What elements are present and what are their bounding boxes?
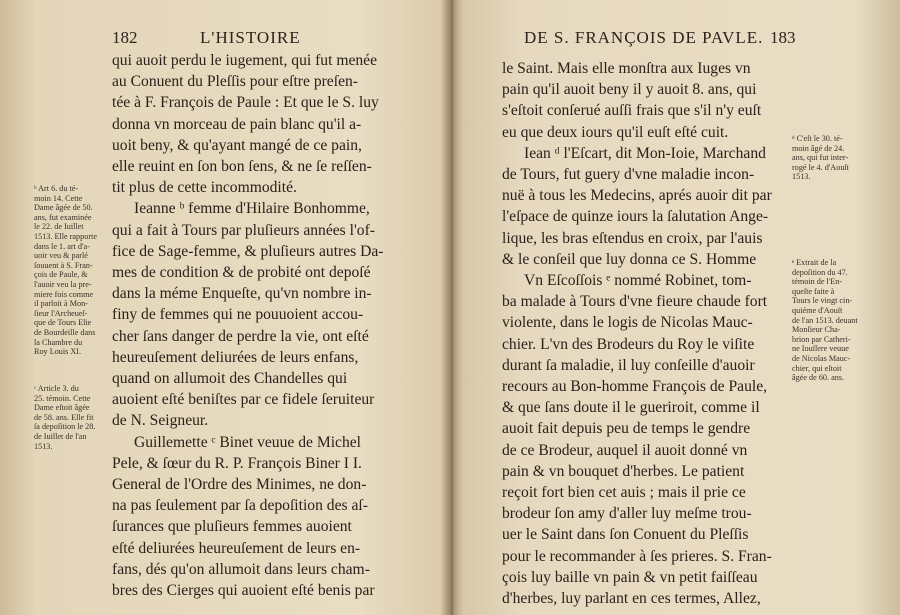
- running-head: DE S. FRANÇOIS DE PAVLE.: [524, 28, 764, 47]
- margin-line: rogé le 4. d'Aouſt: [792, 162, 849, 172]
- text-line: de Tours, fut guery d'vne maladie incon-: [502, 166, 755, 184]
- text-line: uer le Saint dans ſon Conuent du Pleſſis: [502, 526, 749, 544]
- margin-line: queſte faite à: [792, 286, 835, 296]
- right-page: [452, 0, 900, 615]
- margin-line: ſa depoſition le 28.: [34, 422, 96, 432]
- margin-line: Roy Louis XI.: [34, 347, 82, 357]
- text-line: eſté deliurées heureuſement de leurs en-: [112, 539, 361, 557]
- text-line: fice de Sage-femme, & pluſieurs autres Da-: [112, 242, 384, 260]
- margin-line: 1513.: [792, 172, 811, 182]
- left-body-text: [112, 50, 383, 601]
- margin-line: ans, fut examinée: [34, 212, 92, 222]
- text-line: recours au Bon-homme François de Paule,: [502, 378, 768, 396]
- text-line: lique, les bras eſtendus en croix, par l'auis: [502, 229, 763, 247]
- margin-line: ne Iouſſere veuue: [792, 344, 849, 354]
- text-line: çois luy baille vn pain & vn petit faiſſeau: [502, 568, 758, 586]
- margin-line: l'auoir veu la pre-: [34, 279, 92, 289]
- page-number: 182: [112, 28, 138, 47]
- margin-line: moin 14. Cette: [34, 193, 83, 203]
- text-line: violente, dans le logis de Nicolas Mauc-: [502, 314, 753, 332]
- text-line: de N. Seigneur.: [112, 412, 209, 430]
- margin-line: ſieur l'Archeueſ-: [34, 308, 88, 318]
- text-line: tit plus de cette incommodité.: [112, 179, 297, 197]
- text-line: finy de femmes qui ne pouuoient accou-: [112, 306, 364, 324]
- text-line: ba malade à Tours d'vne fieure chaude fort: [502, 293, 768, 311]
- text-line: & que ſans doute il le gueriroit, comme il: [502, 399, 760, 417]
- margin-line: que de Tours Elie: [34, 318, 92, 328]
- text-line: elle reuint en ſon bon ſens, & ne ſe reſſen-: [112, 158, 372, 176]
- text-line: dans la méme Enqueſte, qu'vn nombre in-: [112, 285, 372, 303]
- text-line: Pele, & ſœur du R. P. François Biner I I.: [112, 454, 362, 472]
- text-line: s'eſtoit conſerué auſſi frais que s'il n'y euſt: [502, 102, 762, 120]
- margin-line: brion par Catheri-: [792, 334, 851, 344]
- margin-line: témoin de l'En-: [792, 277, 843, 287]
- text-line: quand on allumoit des Chandelles qui: [112, 370, 348, 388]
- text-line: au Conuent du Pleſſis pour eſtre preſen-: [112, 73, 358, 91]
- margin-line: uoir veu & parlé: [34, 251, 88, 261]
- text-line: eu que deux iours qu'il euſt eſté cuit.: [502, 123, 729, 141]
- text-line: uoit beny, & qu'ayant mangé de ce pain,: [112, 136, 362, 154]
- book-gutter: [440, 0, 464, 615]
- margin-note-c: [34, 384, 95, 451]
- margin-line: 1513. Elle rapporte: [34, 231, 97, 241]
- margin-line: ᵉ Extrait de la: [792, 258, 837, 267]
- text-line: donna vn morceau de pain blanc qu'il a-: [112, 115, 362, 133]
- text-line: chier. L'vn des Brodeurs du Roy le viſite: [502, 335, 755, 353]
- margin-line: ᵈ C'eſt le 30. té-: [792, 134, 843, 143]
- text-line: d'herbes, luy parlant en ces termes, Allez,: [502, 590, 761, 608]
- text-line: na pas ſeulement par ſa depoſition des aſ-: [112, 497, 368, 515]
- text-line: General de l'Ordre des Minimes, ne don-: [112, 476, 367, 494]
- text-line: auoit fait depuis peu de temps le gendre: [502, 420, 751, 438]
- margin-line: âgée de 60. ans.: [792, 373, 845, 383]
- page-number: 183: [770, 28, 796, 47]
- text-line: nuë à tous les Medecins, aprés auoir dit par: [502, 187, 772, 205]
- text-line: cher ſans danger de perdre la vie, ont eſté: [112, 327, 369, 345]
- margin-line: miere fois comme: [34, 289, 94, 299]
- margin-line: le 22. de Iuillet: [34, 222, 84, 232]
- margin-line: çois de Paule, &: [34, 270, 88, 280]
- text-line: reçoit fort bien cet auis ; mais il prie ce: [502, 484, 746, 502]
- margin-line: moin âgé de 24.: [792, 143, 845, 153]
- text-line: auoient eſté beniſtes par ce fidele ſeruiteur: [112, 391, 375, 409]
- margin-line: quiéme d'Aouſt: [792, 305, 843, 315]
- text-line: durant ſa maladie, il luy conſeille d'auoir: [502, 356, 755, 374]
- margin-line: 1513.: [34, 441, 53, 451]
- text-line: mes de condition & de probité ont depoſé: [112, 264, 371, 282]
- margin-note-d: [792, 134, 849, 182]
- margin-line: la Chambre du: [34, 337, 83, 347]
- text-line: Guillemette ᶜ Binet veuue de Michel: [134, 433, 362, 451]
- margin-line: Monſieur Cha-: [792, 325, 841, 335]
- text-line: Ieanne ᵇ femme d'Hilaire Bonhomme,: [134, 200, 370, 218]
- text-line: pain & vn bouquet d'herbes. Le patient: [502, 462, 745, 480]
- text-line: Iean ᵈ l'Eſcart, dit Mon-Ioie, Marchand: [524, 144, 766, 162]
- margin-line: il parloit à Mon-: [34, 299, 88, 309]
- margin-line: ans, qui fut inter-: [792, 153, 849, 163]
- margin-line: ᵇ Art 6. du té-: [34, 184, 79, 193]
- text-line: heureuſement deliurées de leurs enfans,: [112, 348, 359, 366]
- margin-line: de l'an 1513. deuant: [792, 315, 858, 325]
- text-line: tée à F. François de Paule : Et que le S. luy: [112, 94, 379, 112]
- text-line: qui auoit perdu le iugement, qui fut menée: [112, 52, 378, 69]
- margin-line: de Nicolas Mauc-: [792, 353, 851, 363]
- margin-line: 25. témoin. Cette: [34, 393, 91, 403]
- text-line: qui a fait à Tours par pluſieurs années l'of-: [112, 221, 375, 239]
- text-line: Vn Eſcoſſois ᵉ nommé Robinet, tom-: [524, 272, 752, 290]
- text-line: fans, dés qu'on allumoit dans leurs cham-: [112, 560, 370, 578]
- margin-line: ᶜ Article 3. du: [34, 384, 79, 393]
- margin-line: chier, qui eſtoit: [792, 363, 842, 373]
- margin-line: Dame eſtoit âgée: [34, 403, 90, 413]
- running-head: L'HISTOIRE: [200, 28, 301, 47]
- text-line: l'eſpace de quinze iours la ſalutation Ange-: [502, 208, 769, 226]
- margin-line: Dame âgée de 50.: [34, 203, 93, 213]
- text-line: ſurances que pluſieurs femmes auoient: [112, 518, 352, 536]
- margin-line: depoſition du 47.: [792, 267, 848, 277]
- margin-line: Tours le vingt cin-: [792, 296, 853, 306]
- margin-note-e: [792, 258, 858, 383]
- text-line: pour le recommander à ſes prieres. S. Fran-: [502, 547, 772, 565]
- margin-line: de Iuillet de l'an: [34, 431, 87, 441]
- right-body-text: [502, 58, 772, 609]
- text-line: brodeur ſon amy d'aller luy meſme trou-: [502, 505, 752, 523]
- text-line: pain qu'il auoit beny il y auoit 8. ans, qui: [502, 81, 757, 99]
- text-line: le Saint. Mais elle monſtra aux Iuges vn: [502, 60, 751, 77]
- text-line: de ce Brodeur, auquel il auoit donné vn: [502, 441, 748, 459]
- text-line: bres des Cierges qui auoient eſté benis par: [112, 582, 375, 600]
- text-line: & le conſeil que luy donna ce S. Homme: [502, 250, 757, 268]
- margin-line: ſouuent à S. Fran-: [34, 260, 93, 270]
- margin-line: de 58. ans. Elle fit: [34, 412, 94, 422]
- margin-note-b: [34, 184, 97, 357]
- margin-line: de Bourdeille dans: [34, 327, 96, 337]
- margin-line: dans le 1. art d'a-: [34, 241, 90, 251]
